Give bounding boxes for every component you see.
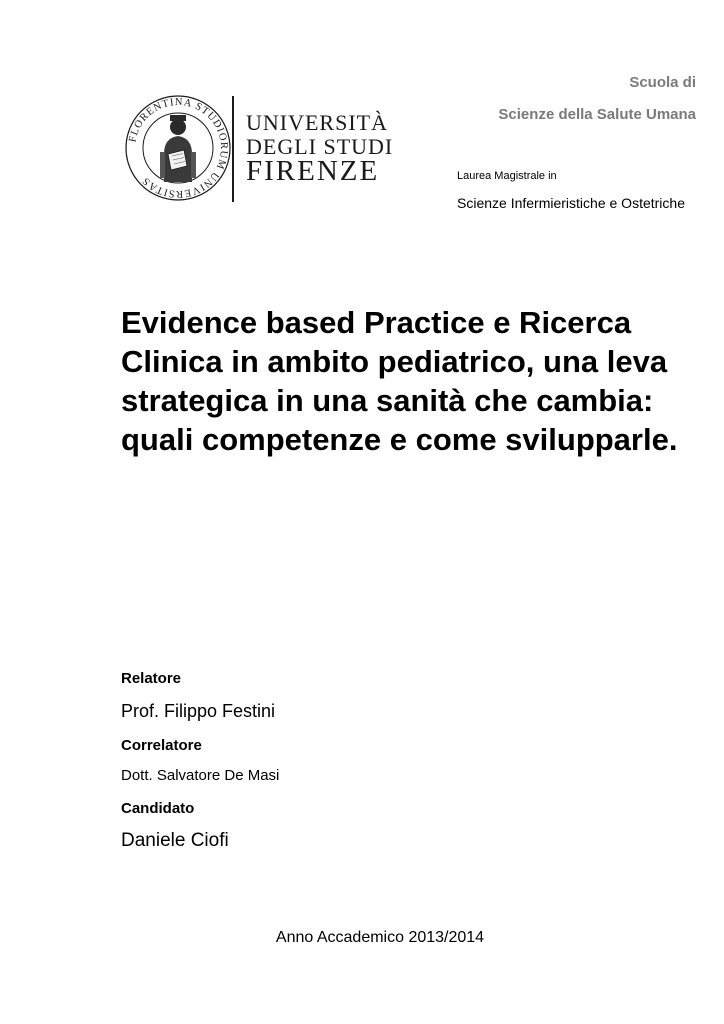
school-name: Scienze della Salute Umana	[498, 106, 696, 123]
relatore-name: Prof. Filippo Festini	[121, 701, 276, 721]
candidato-label: Candidato	[121, 800, 195, 817]
correlatore-name: Dott. Salvatore De Masi	[121, 767, 280, 784]
svg-text:FLORENTINA STUDIORUM UNIVERSIT: FLORENTINA STUDIORUM UNIVERSITAS	[127, 96, 230, 200]
logo-text-universita: UNIVERSITÀ	[246, 110, 388, 135]
logo-text-degli-studi: DEGLI STUDI	[246, 134, 394, 159]
relatore-label: Relatore	[121, 670, 182, 687]
correlatore-label: Correlatore	[121, 737, 202, 754]
degree-name: Scienze Infermieristiche e Ostetriche	[457, 195, 685, 211]
logo-text-firenze: FIRENZE	[246, 155, 380, 187]
candidato-name: Daniele Ciofi	[121, 830, 229, 851]
school-label: Scuola di	[629, 74, 696, 91]
academic-year: Anno Accademico 2013/2014	[275, 929, 485, 946]
thesis-title: Evidence based Practice e Ricerca Clinica in ambito pediatrico, una leva strategica in una sanità che cambia: quali competenze e come svilupparle.	[121, 305, 678, 457]
degree-label: Laurea Magistrale in	[457, 170, 557, 182]
university-seal-logo	[124, 94, 232, 202]
logo-divider	[232, 96, 234, 202]
